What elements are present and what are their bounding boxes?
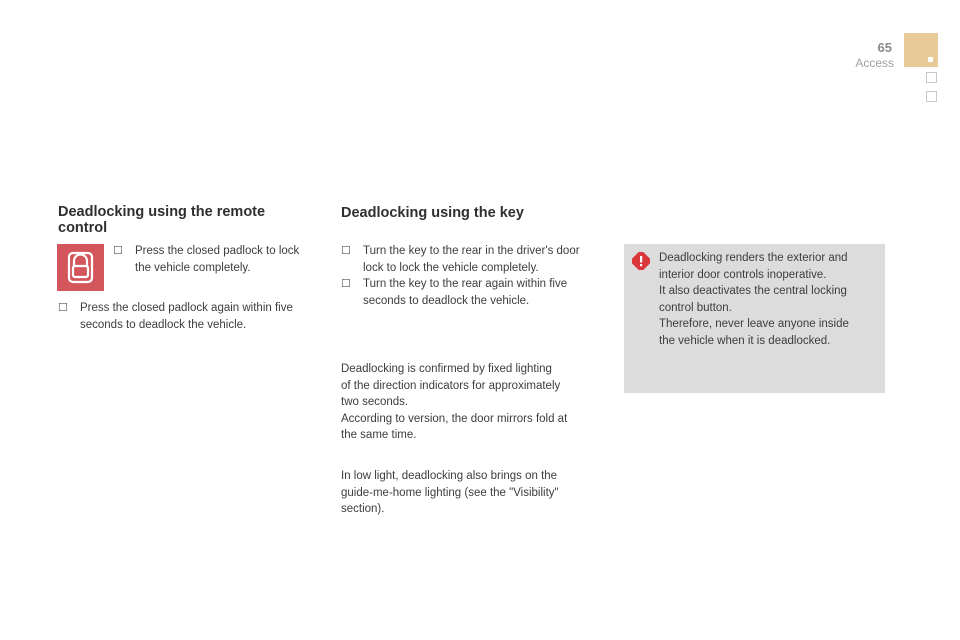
confirmation-paragraph: Deadlocking is confirmed by fixed lighting of the direction indicators for approximately two seconds. According to version, the door mirrors fold at the same time. xyxy=(341,363,568,441)
warning-exclamation-icon xyxy=(632,252,650,270)
bullet-square-icon: ☐ xyxy=(341,245,351,257)
remote-bullet-2: ☐ Press the closed padlock again within five seconds to deadlock the vehicle. xyxy=(58,300,328,333)
key-bullet-2: ☐ Turn the key to the rear again within five seconds to deadlock the vehicle. xyxy=(341,276,611,309)
key-bullet-1: ☐ Turn the key to the rear in the driver's door lock to lock the vehicle completely. xyxy=(341,243,611,276)
section-title: Access xyxy=(855,56,894,70)
remote-heading: Deadlocking using the remote control xyxy=(58,204,266,236)
page-number: 65 xyxy=(877,40,892,55)
remote-bullet-1: ☐ Press the closed padlock to lock the vehicle completely. xyxy=(113,243,323,276)
bullet-square-icon: ☐ xyxy=(341,278,351,290)
section-tab-2[interactable] xyxy=(926,72,937,83)
tab-marker-icon xyxy=(928,57,933,62)
closed-padlock-icon xyxy=(57,244,104,291)
warning-box xyxy=(624,244,885,393)
low-light-paragraph: In low light, deadlocking also brings on the guide-me-home lighting (see the "Visibility" section). xyxy=(341,470,559,515)
bullet-square-icon: ☐ xyxy=(58,302,68,314)
key-heading: Deadlocking using the key xyxy=(341,205,524,221)
bullet-square-icon: ☐ xyxy=(113,245,123,257)
section-tab-3[interactable] xyxy=(926,91,937,102)
warning-text: Deadlocking renders the exterior and interior door controls inoperative. It also deactivates the central locking control button. Therefore, never leave anyone inside the vehicle when it is deadlocked. xyxy=(659,252,849,347)
